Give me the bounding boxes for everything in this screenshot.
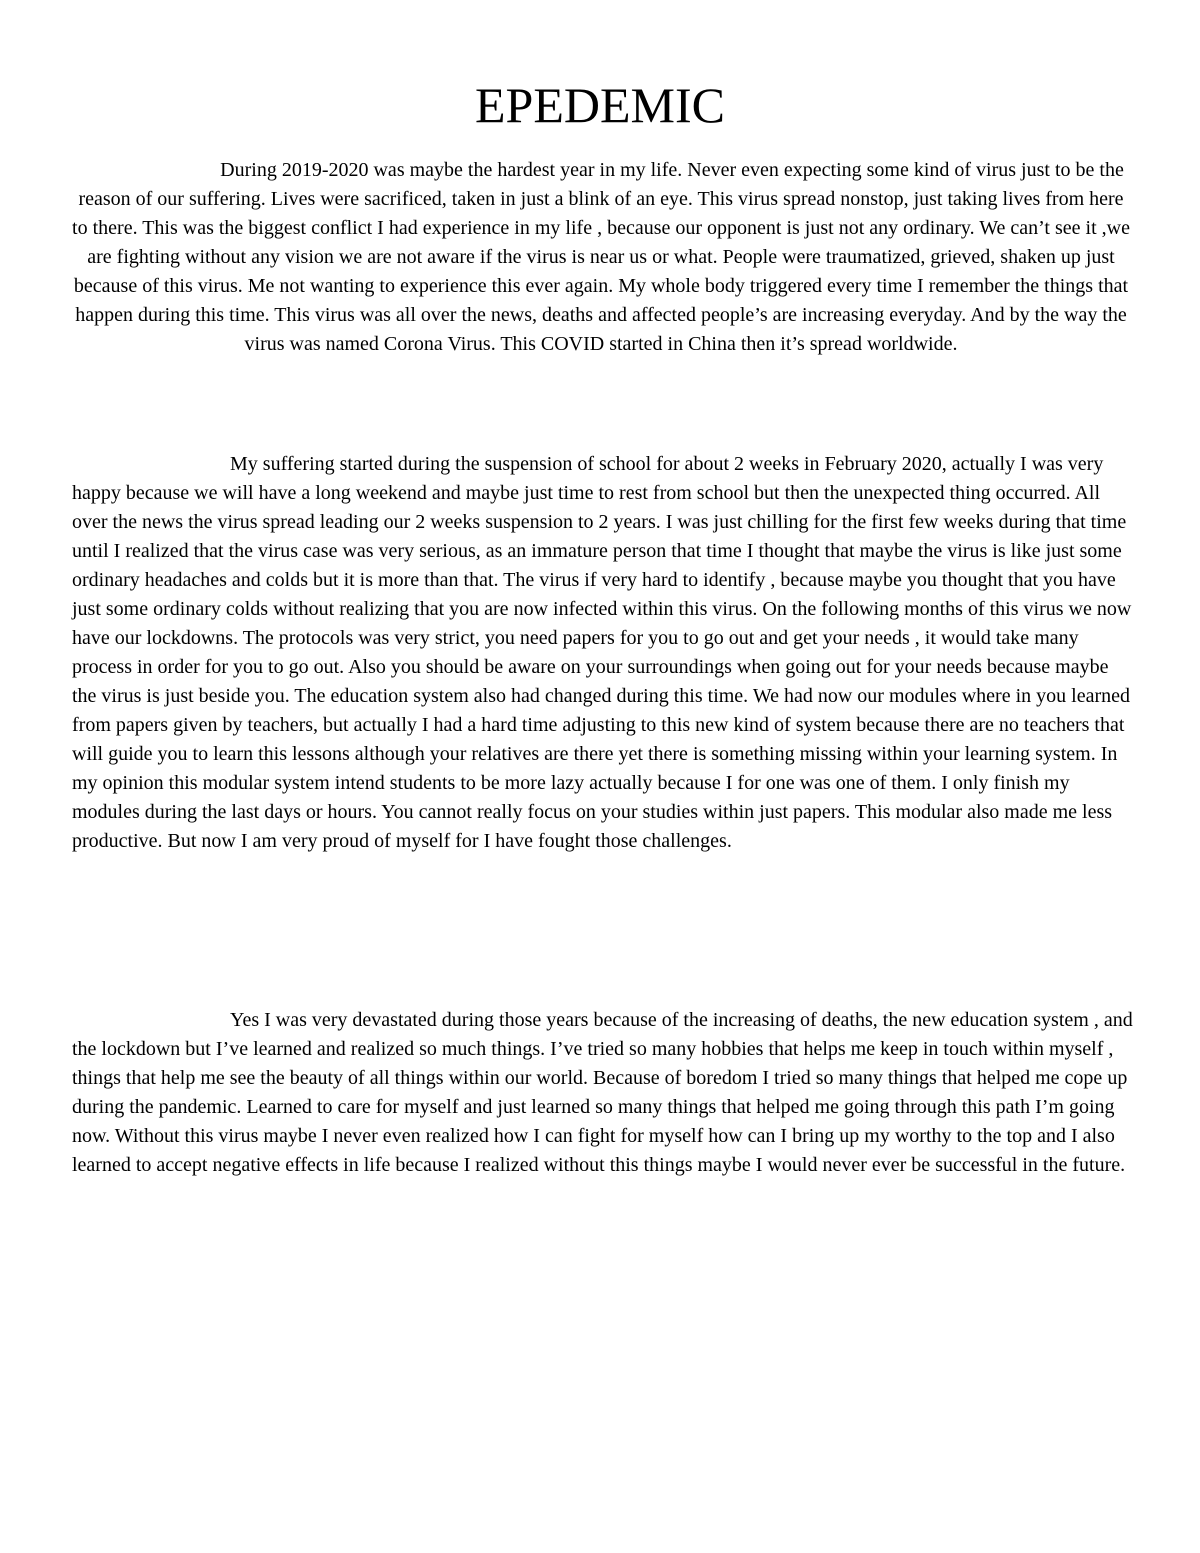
paragraph-1-text: During 2019-2020 was maybe the hardest year in my life. Never even expecting some kind of virus just to be the reason of our suffering. Lives were sacrificed, taken in just a blink of an eye. This virus spread nonstop, just taking lives from here to there. This was the biggest conflict I had experience in my life , because our opponent is just not any ordinary. We can’t see it ,we are fighting without any vision we are not aware if the virus is near us or what. People were traumatized, grieved, shaken up just because of this virus. Me not wanting to experience this ever again. My whole body triggered every time I remember the things that happen during this time. This virus was all over the news, deaths and affected people’s are increasing everyday. And by the way the virus was named Corona Virus. This COVID started in China then it’s spread worldwide. bbox=[72, 159, 1130, 355]
paragraph-3-text: Yes I was very devastated during those years because of the increasing of deaths, the new education system , and the lockdown but I’ve learned and realized so much things. I’ve tried so many hobbies that helps me keep in touch within myself , things that help me see the beauty of all things within our world. Because of boredom I tried so many things that helped me cope up during the pandemic. Learned to care for myself and just learned so many things that helped me going through this path I’m going now. Without this virus maybe I never even realized how I can fight for myself how can I bring up my worthy to the top and I also learned to accept negative effects in life because I realized without this things maybe I would never ever be successful in the future. bbox=[72, 1009, 1133, 1176]
paragraph-3 bbox=[72, 1006, 1134, 1180]
paragraph-2 bbox=[72, 450, 1134, 856]
document-title: EPEDEMIC bbox=[475, 77, 725, 133]
paragraph-1 bbox=[72, 156, 1130, 359]
paragraph-2-text: My suffering started during the suspension of school for about 2 weeks in February 2020, actually I was very happy because we will have a long weekend and maybe just time to rest from school but then the unexpected thing occurred. All over the news the virus spread leading our 2 weeks suspension to 2 years. I was just chilling for the first few weeks during that time until I realized that the virus case was very serious, as an immature person that time I thought that maybe the virus is like just some ordinary headaches and colds but it is more than that. The virus if very hard to identify , because maybe you thought that you have just some ordinary colds without realizing that you are now infected within this virus. On the following months of this virus we now have our lockdowns. The protocols was very strict, you need papers for you to go out and get your needs , it would take many process in order for you to go out. Also you should be aware on your surroundings when going out for your needs because maybe the virus is just beside you. The education system also had changed during this time. We had now our modules where in you learned from papers given by teachers, but actually I had a hard time adjusting to this new kind of system because there are no teachers that will guide you to learn this lessons although your relatives are there yet there is something missing within your learning system. In my opinion this modular system intend students to be more lazy actually because I for one was one of them. I only finish my modules during the last days or hours. You cannot really focus on your studies within just papers. This modular also made me less productive. But now I am very proud of myself for I have fought those challenges. bbox=[72, 453, 1132, 852]
